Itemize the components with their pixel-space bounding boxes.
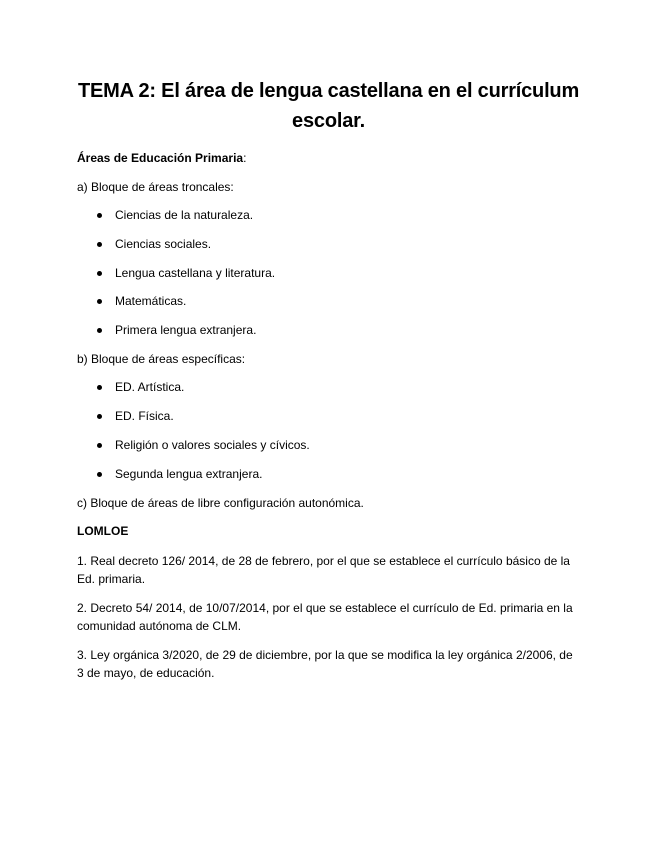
block-b-list — [77, 379, 580, 481]
list-item-text: Ciencias sociales. — [115, 236, 212, 251]
section-heading-suffix: : — [243, 151, 247, 165]
bullet-icon — [97, 385, 102, 390]
law-item: 1. Real decreto 126/ 2014, de 28 de febrero, por el que se establece el currículo básico de la Ed. primaria. — [77, 553, 570, 586]
list-item-text: Religión o valores sociales y cívicos. — [115, 438, 310, 453]
list-item-text: Lengua castellana y literatura. — [115, 265, 276, 280]
list-item — [77, 408, 580, 424]
section-heading-line — [77, 150, 580, 166]
bullet-icon — [97, 414, 102, 419]
block-b-label: b) Bloque de áreas específicas: — [77, 351, 246, 366]
list-item — [77, 207, 580, 223]
bullet-icon — [97, 443, 102, 448]
bullet-icon — [97, 242, 102, 247]
bullet-icon — [97, 472, 102, 477]
block-c-label: c) Bloque de áreas de libre configuración autonómica. — [77, 495, 364, 510]
list-item — [77, 265, 580, 281]
list-item — [77, 236, 580, 252]
list-item — [77, 379, 580, 395]
list-item — [77, 293, 580, 309]
list-item — [77, 322, 580, 338]
list-item-text: ED. Artística. — [115, 380, 185, 395]
list-item — [77, 466, 580, 482]
list-item — [77, 437, 580, 453]
list-item-text: Matemáticas. — [115, 294, 187, 309]
bullet-icon — [97, 213, 102, 218]
document-body — [77, 76, 580, 693]
document-title: TEMA 2: El área de lengua castellana en el currículum escolar. — [77, 80, 580, 132]
bullet-icon — [97, 271, 102, 276]
bullet-icon — [97, 328, 102, 333]
law-item: 3. Ley orgánica 3/2020, de 29 de diciembre, por la que se modifica la ley orgánica 2/2006, de 3 de mayo, de educación. — [77, 647, 573, 680]
section-heading: Áreas de Educación Primaria — [77, 151, 244, 165]
list-item-text: ED. Física. — [115, 409, 174, 424]
list-item-text: Segunda lengua extranjera. — [115, 466, 263, 481]
block-a-list — [77, 207, 580, 338]
lomloe-heading: LOMLOE — [77, 524, 129, 539]
block-a-label: a) Bloque de áreas troncales: — [77, 179, 234, 194]
list-item-text: Primera lengua extranjera. — [115, 323, 257, 338]
bullet-icon — [97, 299, 102, 304]
law-item: 2. Decreto 54/ 2014, de 10/07/2014, por el que se establece el currículo de Ed. primaria en la comunidad autónoma de CLM. — [77, 600, 573, 633]
list-item-text: Ciencias de la naturaleza. — [115, 208, 254, 222]
